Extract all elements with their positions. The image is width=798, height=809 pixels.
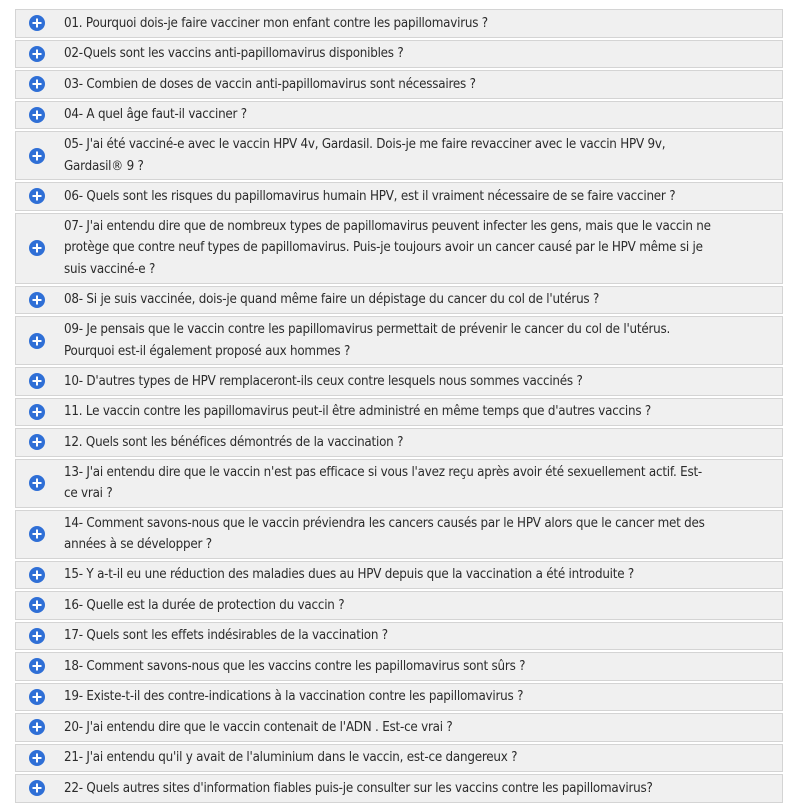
plus-circle-icon[interactable] (29, 46, 45, 62)
faq-item-09[interactable] (15, 316, 783, 365)
faq-question: 10- D'autres types de HPV remplaceront-ils ceux contre lesquels nous sommes vaccinés ? (64, 373, 583, 389)
plus-circle-icon[interactable] (29, 628, 45, 644)
faq-question: 04- A quel âge faut-il vacciner ? (64, 107, 247, 122)
faq-accordion (15, 9, 783, 805)
plus-circle-icon[interactable] (29, 76, 45, 92)
plus-circle-icon[interactable] (29, 434, 45, 450)
plus-circle-icon[interactable] (29, 658, 45, 674)
plus-circle-icon[interactable] (29, 148, 45, 164)
faq-item-22[interactable] (15, 774, 783, 803)
faq-question: 02-Quels sont les vaccins anti-papillomavirus disponibles ? (64, 46, 404, 61)
faq-question: 15- Y a-t-il eu une réduction des maladies dues au HPV depuis que la vaccination a été introduite ? (64, 567, 635, 582)
faq-item-11[interactable] (15, 398, 783, 427)
faq-item-08[interactable] (15, 286, 783, 315)
plus-circle-icon[interactable] (29, 373, 45, 389)
faq-item-01[interactable] (15, 9, 783, 38)
faq-question: 14- Comment savons-nous que le vaccin préviendra les cancers causés par le HPV alors que le cancer met des années à se développer ? (64, 515, 705, 552)
faq-question: 18- Comment savons-nous que les vaccins contre les papillomavirus sont sûrs ? (64, 658, 526, 674)
plus-circle-icon[interactable] (29, 404, 45, 420)
faq-item-02[interactable] (15, 40, 783, 69)
plus-circle-icon[interactable] (29, 567, 45, 583)
plus-circle-icon[interactable] (29, 15, 45, 31)
plus-circle-icon[interactable] (29, 292, 45, 308)
plus-circle-icon[interactable] (29, 526, 45, 542)
faq-item-19[interactable] (15, 683, 783, 712)
faq-item-13[interactable] (15, 459, 783, 508)
faq-item-07[interactable] (15, 213, 783, 284)
faq-item-14[interactable] (15, 510, 783, 559)
faq-question: 20- J'ai entendu dire que le vaccin contenait de l'ADN . Est-ce vrai ? (64, 719, 453, 735)
faq-item-21[interactable] (15, 744, 783, 773)
faq-item-16[interactable] (15, 591, 783, 620)
plus-circle-icon[interactable] (29, 689, 45, 705)
faq-item-20[interactable] (15, 713, 783, 742)
faq-question: 21- J'ai entendu qu'il y avait de l'aluminium dans le vaccin, est-ce dangereux ? (64, 750, 518, 765)
faq-question: 07- J'ai entendu dire que de nombreux types de papillomavirus peuvent infecter les gens, mais que le vaccin ne protège que contre neuf types de papillomavirus. Puis-je toujours avoir un cancer causé par le HPV même si je suis vacciné-e ? (64, 218, 711, 277)
faq-question: 22- Quels autres sites d'information fiables puis-je consulter sur les vaccins contre les papillomavirus? (64, 780, 653, 796)
plus-circle-icon[interactable] (29, 333, 45, 349)
faq-question: 05- J'ai été vacciné-e avec le vaccin HPV 4v, Gardasil. Dois-je me faire revacciner avec le vaccin HPV 9v, Gardasil® 9 ? (64, 137, 666, 174)
faq-item-04[interactable] (15, 101, 783, 130)
faq-item-10[interactable] (15, 367, 783, 396)
faq-question: 06- Quels sont les risques du papillomavirus humain HPV, est il vraiment nécessaire de se faire vacciner ? (64, 188, 676, 204)
faq-item-18[interactable] (15, 652, 783, 681)
faq-question: 01. Pourquoi dois-je faire vacciner mon enfant contre les papillomavirus ? (64, 15, 488, 31)
plus-circle-icon[interactable] (29, 750, 45, 766)
faq-question: 03- Combien de doses de vaccin anti-papillomavirus sont nécessaires ? (64, 76, 476, 92)
plus-circle-icon[interactable] (29, 719, 45, 735)
faq-item-06[interactable] (15, 182, 783, 211)
faq-question: 12. Quels sont les bénéfices démontrés de la vaccination ? (64, 434, 404, 450)
plus-circle-icon[interactable] (29, 780, 45, 796)
faq-question: 11. Le vaccin contre les papillomavirus peut-il être administré en même temps que d'autres vaccins ? (64, 404, 652, 419)
faq-item-03[interactable] (15, 70, 783, 99)
faq-question: 13- J'ai entendu dire que le vaccin n'est pas efficace si vous l'avez reçu après avoir été sexuellement actif. Est-ce vrai ? (64, 464, 703, 501)
plus-circle-icon[interactable] (29, 240, 45, 256)
plus-circle-icon[interactable] (29, 188, 45, 204)
faq-item-15[interactable] (15, 561, 783, 590)
faq-question: 17- Quels sont les effets indésirables de la vaccination ? (64, 628, 388, 643)
plus-circle-icon[interactable] (29, 107, 45, 123)
faq-question: 08- Si je suis vaccinée, dois-je quand même faire un dépistage du cancer du col de l'utérus ? (64, 292, 600, 307)
faq-question: 09- Je pensais que le vaccin contre les papillomavirus permettait de prévenir le cancer du col de l'utérus. Pourquoi est-il également proposé aux hommes ? (64, 322, 671, 359)
plus-circle-icon[interactable] (29, 475, 45, 491)
faq-item-05[interactable] (15, 131, 783, 180)
faq-item-12[interactable] (15, 428, 783, 457)
plus-circle-icon[interactable] (29, 597, 45, 613)
faq-question: 19- Existe-t-il des contre-indications à la vaccination contre les papillomavirus ? (64, 689, 524, 704)
faq-question: 16- Quelle est la durée de protection du vaccin ? (64, 597, 345, 613)
faq-item-17[interactable] (15, 622, 783, 651)
